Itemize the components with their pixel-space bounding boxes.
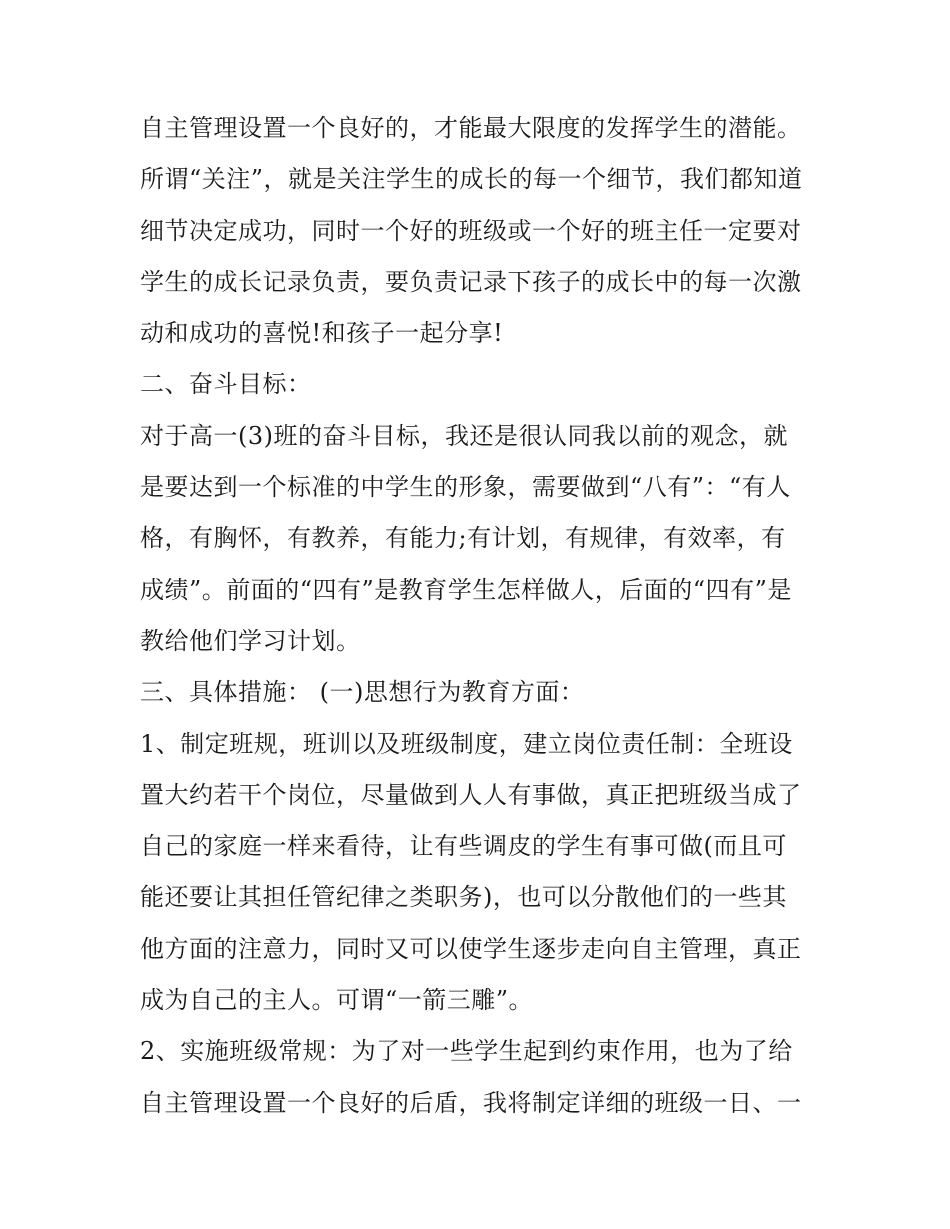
text-line: 自主管理设置一个良好的后盾，我将制定详细的班级一日、一 <box>140 1088 802 1117</box>
text-line: 是要达到一个标准的中学生的形象，需要做到“八有”：“有人 <box>140 473 791 502</box>
text-line: 动和成功的喜悦!和孩子一起分享! <box>140 319 504 348</box>
text-line: 成为自己的主人。可谓“一箭三雕”。 <box>140 986 534 1015</box>
text-line: 自己的家庭一样来看待，让有些调皮的学生有事可做(而且可 <box>140 832 787 861</box>
text-line: 成绩”。前面的“四有”是教育学生怎样做人，后面的“四有”是 <box>140 575 792 604</box>
text-line: 置大约若干个岗位，尽量做到人人有事做，真正把班级当成了 <box>140 780 802 809</box>
text-line: 对于高一(3)班的奋斗目标，我还是很认同我以前的观念，就 <box>140 421 788 450</box>
text-line: 格，有胸怀，有教养，有能力;有计划，有规律，有效率，有 <box>140 524 786 553</box>
section-heading: 三、具体措施： (一)思想行为教育方面： <box>140 678 585 707</box>
text-line: 1、制定班规，班训以及班级制度，建立岗位责任制：全班设 <box>140 729 793 758</box>
section-heading: 二、奋斗目标： <box>140 370 312 399</box>
text-line: 2、实施班级常规：为了对一些学生起到约束作用，也为了给 <box>140 1037 793 1066</box>
text-line: 能还要让其担任管纪律之类职务)，也可以分散他们的一些其 <box>140 883 787 912</box>
text-line: 他方面的注意力，同时又可以使学生逐步走向自主管理，真正 <box>140 934 802 963</box>
text-line: 教给他们学习计划。 <box>140 626 361 655</box>
text-line: 所谓“关注”，就是关注学生的成长的每一个细节，我们都知道 <box>140 165 803 194</box>
text-line: 细节决定成功，同时一个好的班级或一个好的班主任一定要对 <box>140 216 802 245</box>
text-line: 学生的成长记录负责，要负责记录下孩子的成长中的每一次激 <box>140 267 802 296</box>
document-page <box>140 103 820 1129</box>
text-line: 自主管理设置一个良好的，才能最大限度的发挥学生的潜能。 <box>140 114 802 142</box>
